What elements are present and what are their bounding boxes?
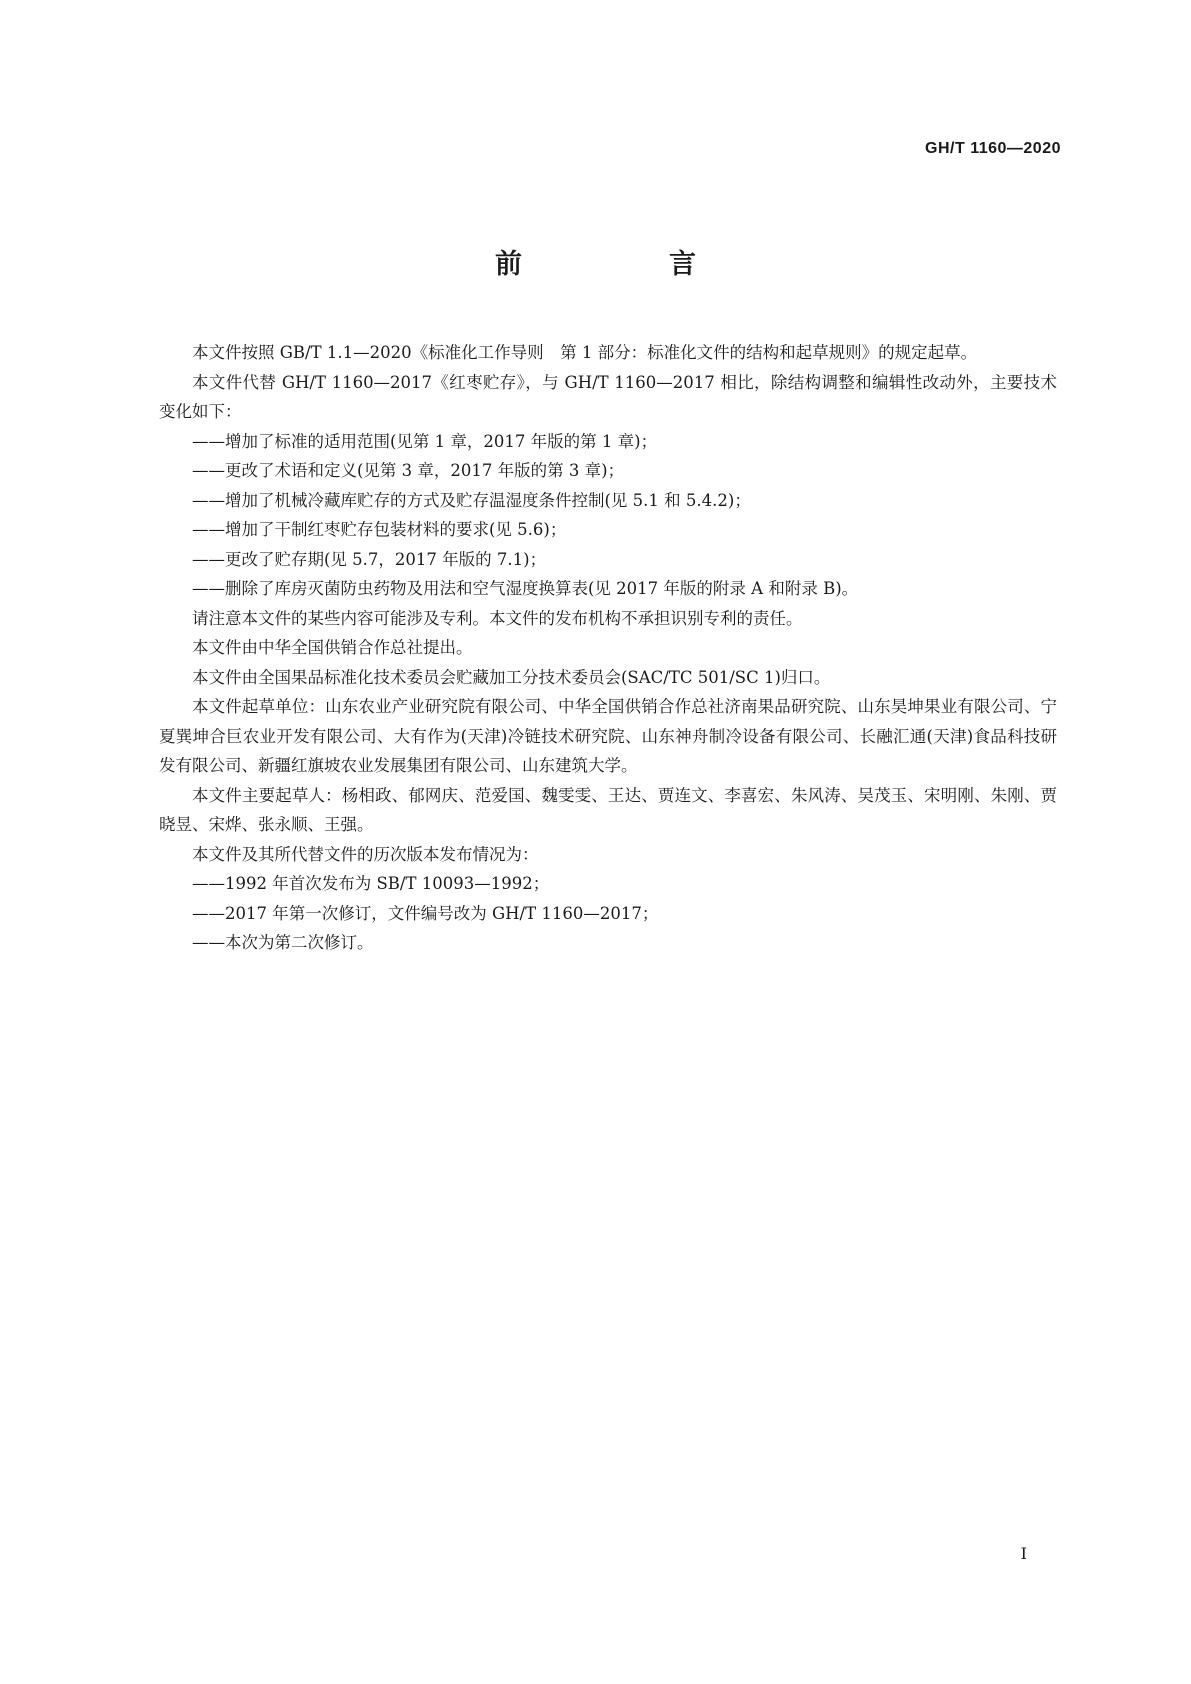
- history-item: ——1992 年首次发布为 SB/T 10093—1992；: [192, 874, 550, 893]
- page-number: I: [1020, 1544, 1027, 1563]
- history-item: ——本次为第二次修订。: [192, 933, 374, 952]
- paragraph-drafters: 本文件主要起草人：杨相政、郁网庆、范爱国、魏雯雯、王达、贾连文、李喜宏、朱风涛、吴茂玉、宋明刚、朱刚、贾晓昱、宋烨、张永顺、王强。: [159, 785, 1057, 834]
- paragraph-history-intro: 本文件及其所代替文件的历次版本发布情况为：: [192, 844, 539, 864]
- paragraph-committee: 本文件由全国果品标准化技术委员会贮藏加工分技术委员会(SAC/TC 501/SC 1)归口。: [192, 667, 831, 687]
- paragraph-drafting-rules: 本文件按照 GB/T 1.1—2020《标准化工作导则 第 1 部分：标准化文件的结构和起草规则》的规定起草。: [192, 343, 978, 362]
- change-item: ——增加了干制红枣贮存包装材料的要求(见 5.6)；: [192, 520, 567, 539]
- paragraph-drafting-units: 本文件起草单位：山东农业产业研究院有限公司、中华全国供销合作总社济南果品研究院、山东昊坤果业有限公司、宁夏巽坤合巨农业开发有限公司、大有作为(天津)冷链技术研究院、山东神舟制冷设备有限公司、长融汇通(天津)食品科技研发有限公司、新疆红旗坡农业发展集团有限公司、山东建筑大学。: [159, 697, 1057, 775]
- paragraph-patent-notice: 请注意本文件的某些内容可能涉及专利。本文件的发布机构不承担识别专利的责任。: [192, 608, 803, 628]
- change-item: ——更改了术语和定义(见第 3 章，2017 年版的第 3 章)；: [192, 461, 625, 480]
- history-item: ——2017 年第一次修订，文件编号改为 GH/T 1160—2017；: [192, 903, 659, 923]
- paragraph-replaces: 本文件代替 GH/T 1160—2017《红枣贮存》，与 GH/T 1160—2017 相比，除结构调整和编辑性改动外，主要技术变化如下：: [159, 372, 1057, 421]
- change-item: ——增加了标准的适用范围(见第 1 章，2017 年版的第 1 章)；: [192, 431, 658, 451]
- foreword-body: [159, 338, 1057, 958]
- change-item: ——删除了库房灭菌防虫药物及用法和空气湿度换算表(见 2017 年版的附录 A 和附录 B)。: [192, 579, 859, 598]
- change-item: ——增加了机械冷藏库贮存的方式及贮存温湿度条件控制(见 5.1 和 5.4.2)；: [192, 490, 751, 510]
- change-item: ——更改了贮存期(见 5.7，2017 年版的 7.1)；: [192, 549, 547, 569]
- page-title: 前 言: [495, 249, 756, 280]
- paragraph-proposer: 本文件由中华全国供销合作总社提出。: [192, 638, 473, 657]
- standard-code: GH/T 1160—2020: [925, 140, 1061, 157]
